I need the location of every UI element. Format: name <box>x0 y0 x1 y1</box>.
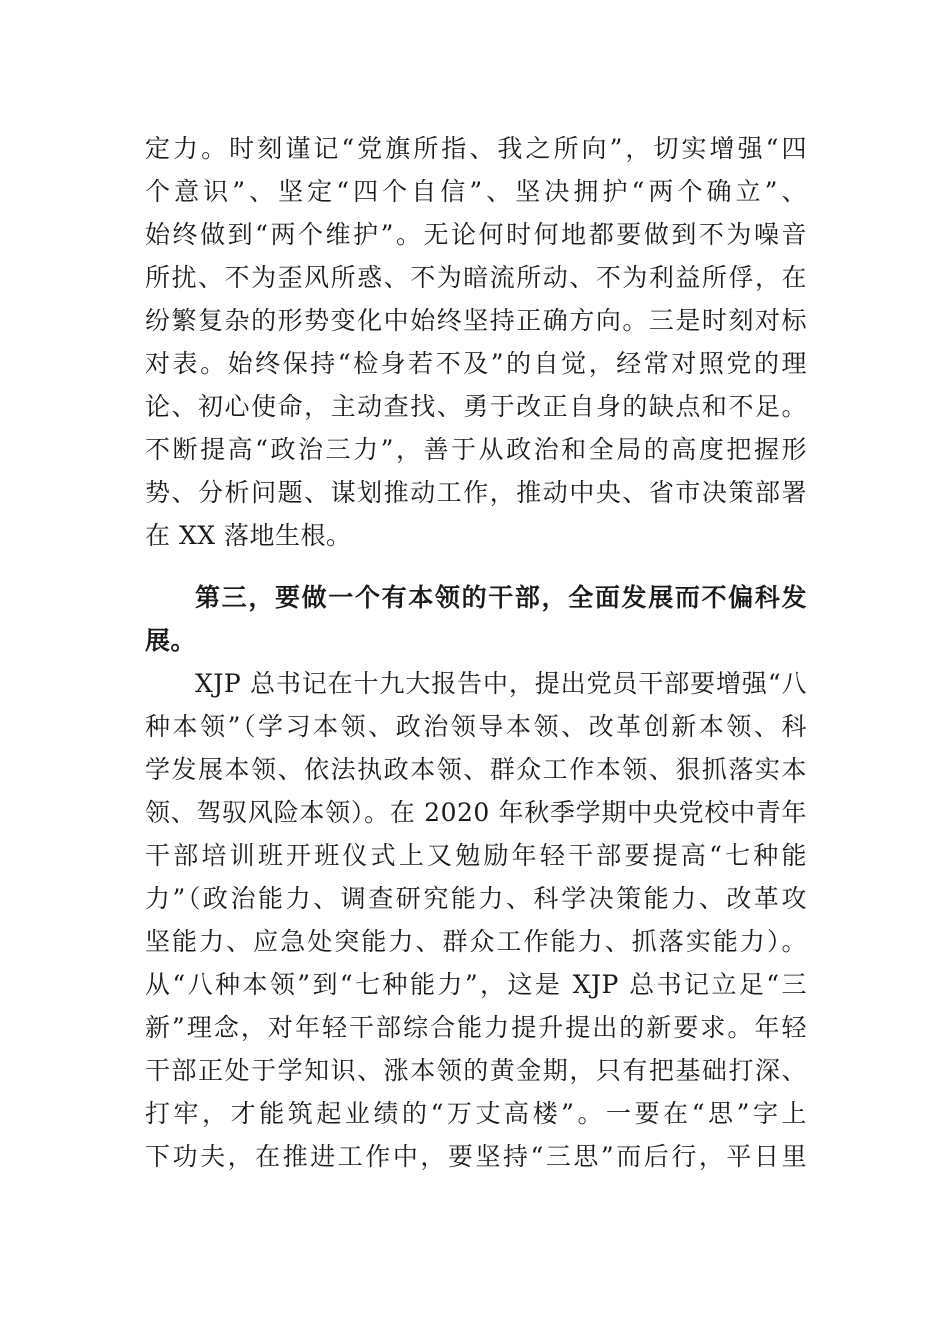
body-line: 定力。时刻谨记“党旗所指、我之所向”，切实增强“四 <box>145 134 807 163</box>
body-line: 对表。始终保持“检身若不及”的自觉，经常对照党的理 <box>145 349 807 378</box>
body-line: 干部培训班开班仪式上又勉励年轻干部要提高“七种能 <box>145 841 807 870</box>
body-line: 新”理念，对年轻干部综合能力提升提出的新要求。年轻 <box>145 1013 807 1042</box>
body-line: 领、驾驭风险本领）。在 2020 年秋季学期中央党校中青年 <box>145 798 807 827</box>
body-line: 干部正处于学知识、涨本领的黄金期，只有把基础打深、 <box>145 1056 807 1085</box>
body-line: 论、初心使命，主动查找、勇于改正自身的缺点和不足。 <box>145 392 807 421</box>
body-line: 纷繁复杂的形势变化中始终坚持正确方向。三是时刻对标 <box>145 306 807 335</box>
body-line: 个意识”、坚定“四个自信”、坚决拥护“两个确立”、 <box>145 177 807 206</box>
body-line: 势、分析问题、谋划推动工作，推动中央、省市决策部署 <box>145 478 807 507</box>
body-line: 下功夫，在推进工作中，要坚持“三思”而后行，平日里 <box>145 1142 807 1171</box>
body-line: 学发展本领、依法执政本领、群众工作本领、狠抓落实本 <box>145 755 807 784</box>
body-line: 始终做到“两个维护”。无论何时何地都要做到不为噪音 <box>145 220 807 249</box>
body-line: 打牢，才能筑起业绩的“万丈高楼”。一要在“思”字上 <box>145 1099 807 1128</box>
body-line: 种本领”（学习本领、政治领导本领、改革创新本领、科 <box>145 712 807 741</box>
body-line: 力”（政治能力、调查研究能力、科学决策能力、改革攻 <box>145 884 807 913</box>
body-line: 从“八种本领”到“七种能力”，这是 XJP 总书记立足“三 <box>145 970 807 999</box>
section-heading: 展。 <box>145 626 197 655</box>
body-line: 坚能力、应急处突能力、群众工作能力、抓落实能力）。 <box>145 927 807 956</box>
section-heading: 第三，要做一个有本领的干部，全面发展而不偏科发 <box>195 583 807 612</box>
body-line: XJP 总书记在十九大报告中，提出党员干部要增强“八 <box>195 669 807 698</box>
body-line: 在 XX 落地生根。 <box>145 521 352 550</box>
body-line: 所扰、不为歪风所惑、不为暗流所动、不为利益所俘，在 <box>145 263 807 292</box>
body-line: 不断提高“政治三力”，善于从政治和全局的高度把握形 <box>145 435 807 464</box>
